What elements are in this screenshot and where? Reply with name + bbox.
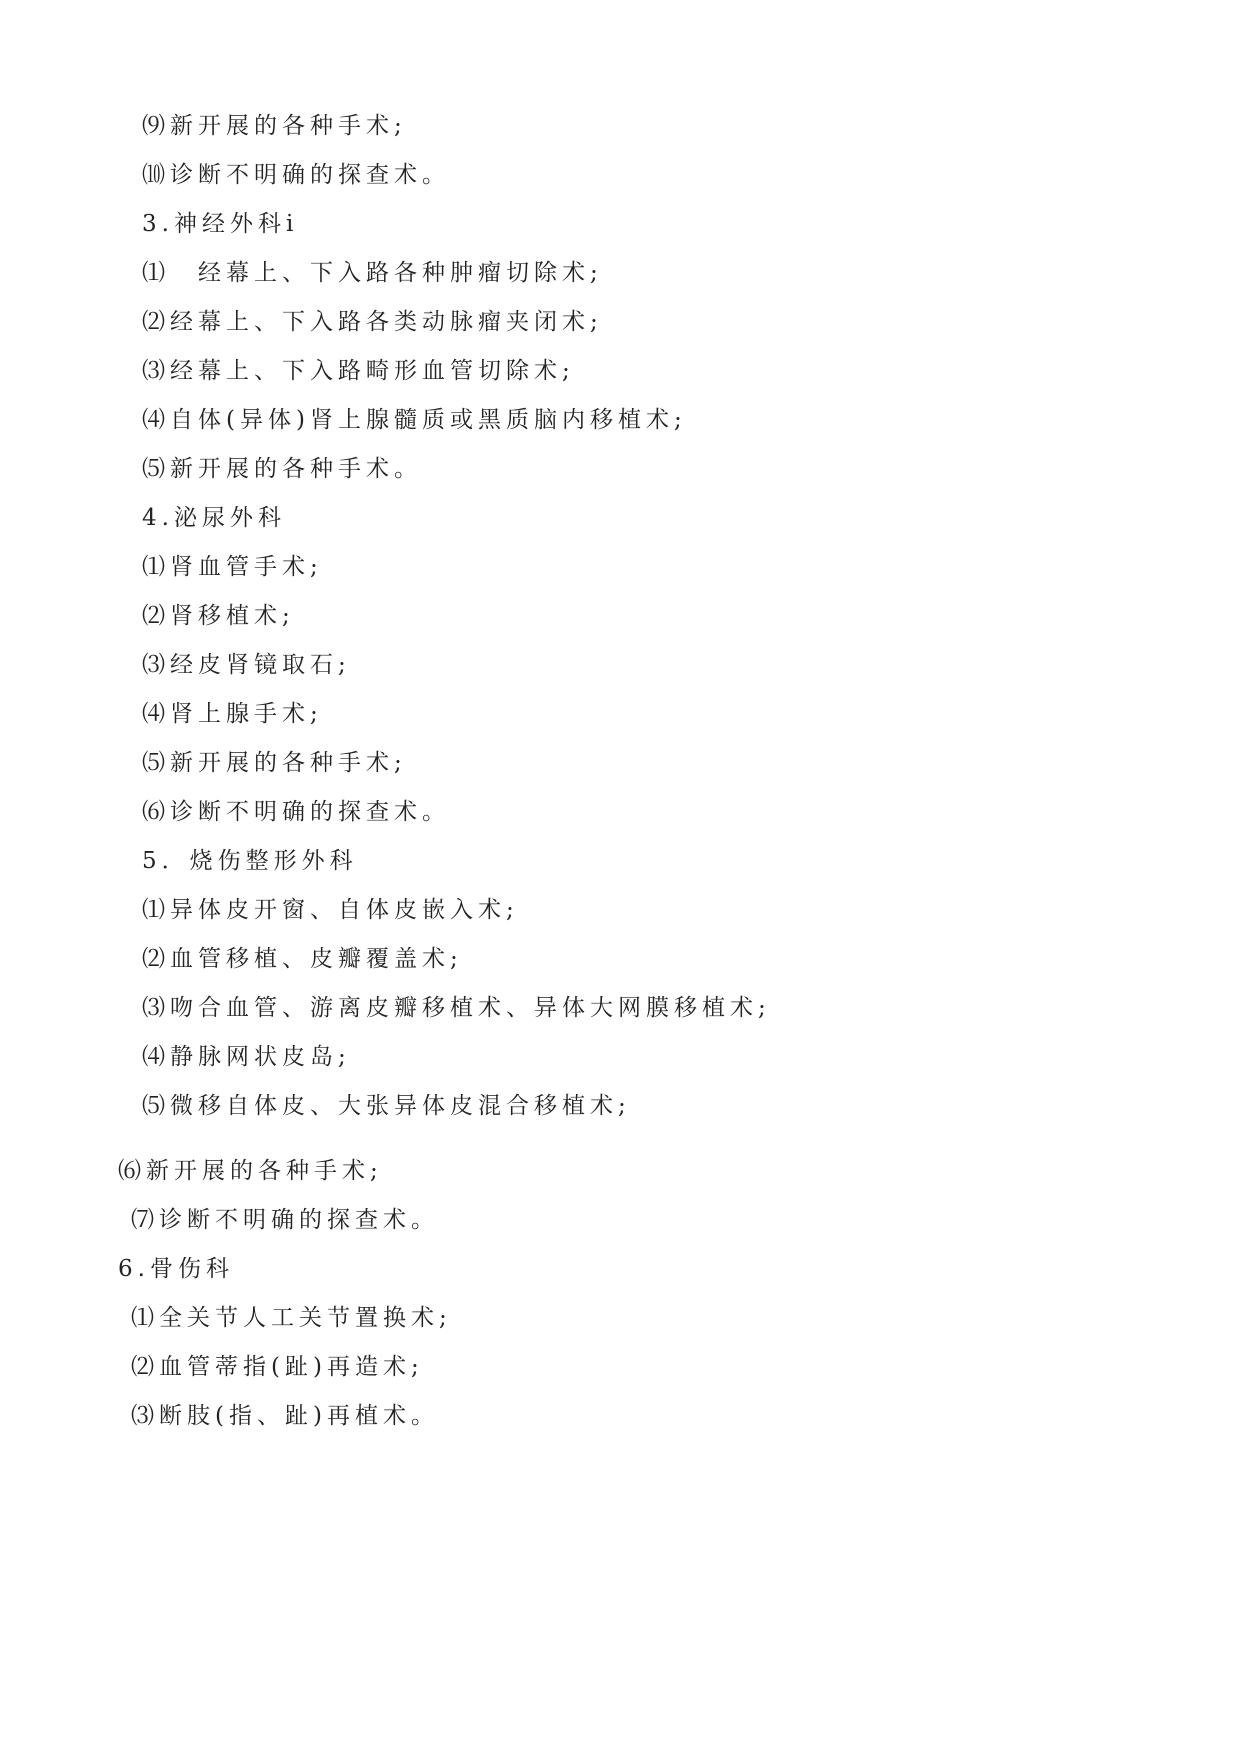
list-item: ⑴ 经幕上、下入路各种肿瘤切除术; — [142, 260, 603, 286]
list-item: ⑶经幕上、下入路畸形血管切除术; — [142, 358, 575, 384]
list-item: ⑶吻合血管、游离皮瓣移植术、异体大网膜移植术; — [142, 995, 771, 1021]
list-item: ⑷肾上腺手术; — [142, 701, 323, 727]
list-item: ⑵血管移植、皮瓣覆盖术; — [142, 946, 463, 972]
section-heading: 5．烧伤整形外科 — [142, 848, 358, 874]
list-item: ⑴肾血管手术; — [142, 554, 323, 580]
list-item: ⑹诊断不明确的探查术。 — [142, 799, 450, 825]
list-item: ⑸新开展的各种手术; — [142, 750, 407, 776]
list-item: ⑵血管蒂指(趾)再造术; — [131, 1354, 424, 1380]
list-item: ⑺诊断不明确的探查术。 — [131, 1207, 439, 1233]
list-item: ⑵肾移植术; — [142, 603, 295, 629]
section-heading: 6.骨伤科 — [118, 1256, 234, 1282]
section-heading: 3.神经外科i — [142, 211, 299, 237]
list-item: ⑶断肢(指、趾)再植术。 — [131, 1403, 439, 1429]
list-item: ⑴全关节人工关节置换术; — [131, 1305, 452, 1331]
section-heading: 4.泌尿外科 — [142, 505, 286, 531]
list-item: ⑵经幕上、下入路各类动脉瘤夹闭术; — [142, 309, 603, 335]
list-item: ⑴异体皮开窗、自体皮嵌入术; — [142, 897, 519, 923]
list-item: ⑷自体(异体)肾上腺髓质或黑质脑内移植术; — [142, 407, 687, 433]
list-item: ⑸微移自体皮、大张异体皮混合移植术; — [142, 1093, 631, 1119]
list-item: ⑼新开展的各种手术; — [142, 113, 407, 139]
list-item: ⑽诊断不明确的探查术。 — [142, 162, 450, 188]
list-item: ⑸新开展的各种手术。 — [142, 456, 422, 482]
list-item: ⑷静脉网状皮岛; — [142, 1044, 351, 1070]
list-item: ⑹新开展的各种手术; — [118, 1158, 383, 1184]
list-item: ⑶经皮肾镜取石; — [142, 652, 351, 678]
